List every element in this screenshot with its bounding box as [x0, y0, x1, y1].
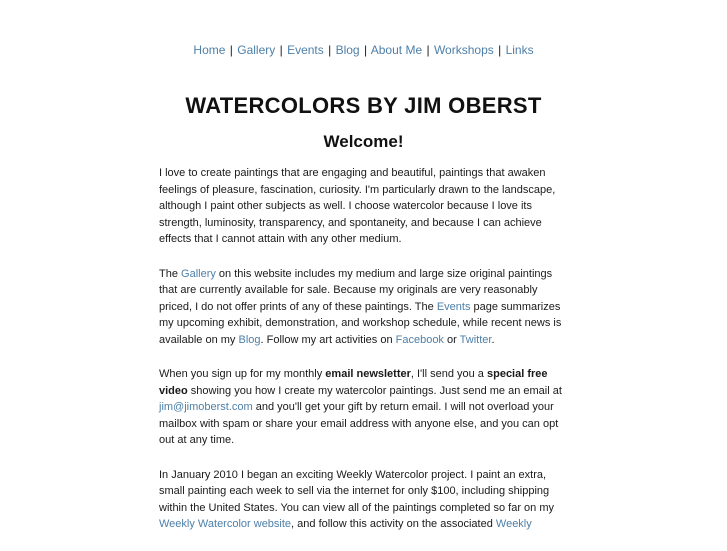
text: on this website includes my medium and large size original paintings that are currently available for sale. Because my originals are very reasonably priced, I do not offer prints of any of these paintings. The: [159, 267, 553, 313]
nav-separator: |: [426, 43, 430, 57]
text: . Follow my art activities on: [260, 333, 396, 346]
gallery-link[interactable]: Gallery: [181, 267, 216, 280]
text: When you sign up for my monthly: [159, 368, 326, 380]
nav-separator: |: [328, 43, 332, 57]
text: and you'll get your gift by return email. I will not overload your mailbox with spam or share your email address with anyone else, and you can opt out at any time.: [159, 401, 559, 446]
nav-events-link[interactable]: Events: [287, 43, 324, 57]
twitter-link[interactable]: Twitter: [459, 333, 492, 346]
nav-separator: |: [229, 43, 233, 57]
text: page summarizes my upcoming exhibit, demonstration, and workshop schedule, while recent news is available on my: [159, 300, 562, 346]
newsletter-emphasis: email newsletter: [325, 368, 411, 380]
nav-separator: |: [363, 43, 368, 57]
text: , I'll send you a: [410, 368, 487, 380]
intro-paragraph: I love to create paintings that are engaging and beautiful, paintings that awaken feelings of pleasure, fascination, curiosity. I'm particularly drawn to the landscape, although I paint other subjects as well. I choose watercolor because I love its strength, luminosity, transparency, and spontaneity, and because I can achieve effects that I cannot attain with any other medium.: [159, 167, 556, 245]
newsletter-paragraph: [159, 366, 571, 449]
nav-workshops-link[interactable]: Workshops: [433, 43, 494, 57]
nav-gallery-link[interactable]: Gallery: [237, 43, 276, 57]
facebook-link[interactable]: Facebook: [395, 333, 444, 346]
nav-home-link[interactable]: Home: [193, 43, 226, 57]
email-link[interactable]: jim@jimoberst.com: [159, 401, 253, 413]
site-title: WATERCOLORS BY JIM OBERST: [185, 93, 542, 118]
weekly-paragraph: [159, 467, 571, 533]
free-video-emphasis: special free video: [159, 368, 548, 397]
nav-blog-link[interactable]: Blog: [335, 43, 360, 57]
events-link[interactable]: Events: [436, 300, 471, 313]
nav-separator: |: [498, 43, 502, 57]
main-content: [159, 165, 571, 551]
nav-links-link[interactable]: Links: [505, 43, 534, 57]
blog-link[interactable]: Blog: [238, 333, 261, 346]
nav-about-link[interactable]: About Me: [370, 43, 423, 57]
text: The: [159, 267, 182, 280]
gallery-paragraph: [159, 266, 571, 349]
top-nav: [0, 42, 727, 58]
weekly-blog-link[interactable]: Weekly: [495, 518, 532, 530]
welcome-heading: Welcome!: [323, 132, 404, 151]
text: .: [491, 333, 495, 346]
text: , and follow this activity on the associated: [291, 518, 496, 530]
nav-separator: |: [279, 43, 283, 57]
weekly-watercolor-link[interactable]: Weekly Watercolor website: [159, 518, 292, 530]
text: In January 2010 I began an exciting Weekly Watercolor project. I paint an extra, small painting each week to sell via the internet for only $100, including shipping within the United States. You can view all of the paintings completed so far on my: [159, 468, 555, 514]
text: or: [443, 333, 460, 346]
text: showing you how I create my watercolor paintings. Just send me an email at: [187, 384, 562, 397]
